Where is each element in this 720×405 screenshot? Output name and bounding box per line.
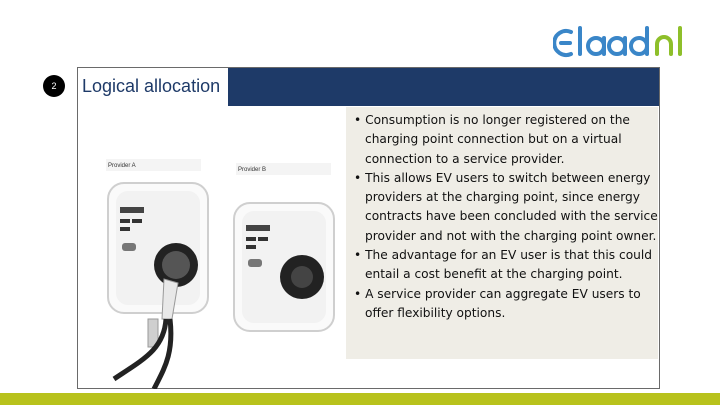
slide-number: 2: [43, 75, 65, 97]
bullet-item: • The advantage for an EV user is that this could entail a cost benefit at the charging point.: [354, 246, 658, 285]
footer-bar: [0, 393, 720, 405]
charger-b-image: [230, 199, 342, 339]
bullet-list: [346, 111, 658, 323]
elaad-logo: [553, 24, 693, 60]
bullet-item: • This allows EV users to switch between energy providers at the charging point, since energy contracts have been concluded with the service provider and not with the charging point owner.: [354, 169, 658, 246]
bullet-item: • Consumption is no longer registered on the charging point connection but on a virtual connection to a service provider.: [354, 111, 658, 169]
charger-a-image: [104, 179, 224, 389]
bullet-item: • A service provider can aggregate EV users to offer flexibility options.: [354, 285, 658, 324]
content-frame: [77, 67, 660, 389]
provider-a-label: Provider A: [106, 159, 201, 171]
charger-images: [78, 107, 345, 389]
bullet-panel: [346, 107, 658, 359]
provider-b-label: Provider B: [236, 163, 331, 175]
slide-title: Logical allocation: [82, 76, 221, 96]
